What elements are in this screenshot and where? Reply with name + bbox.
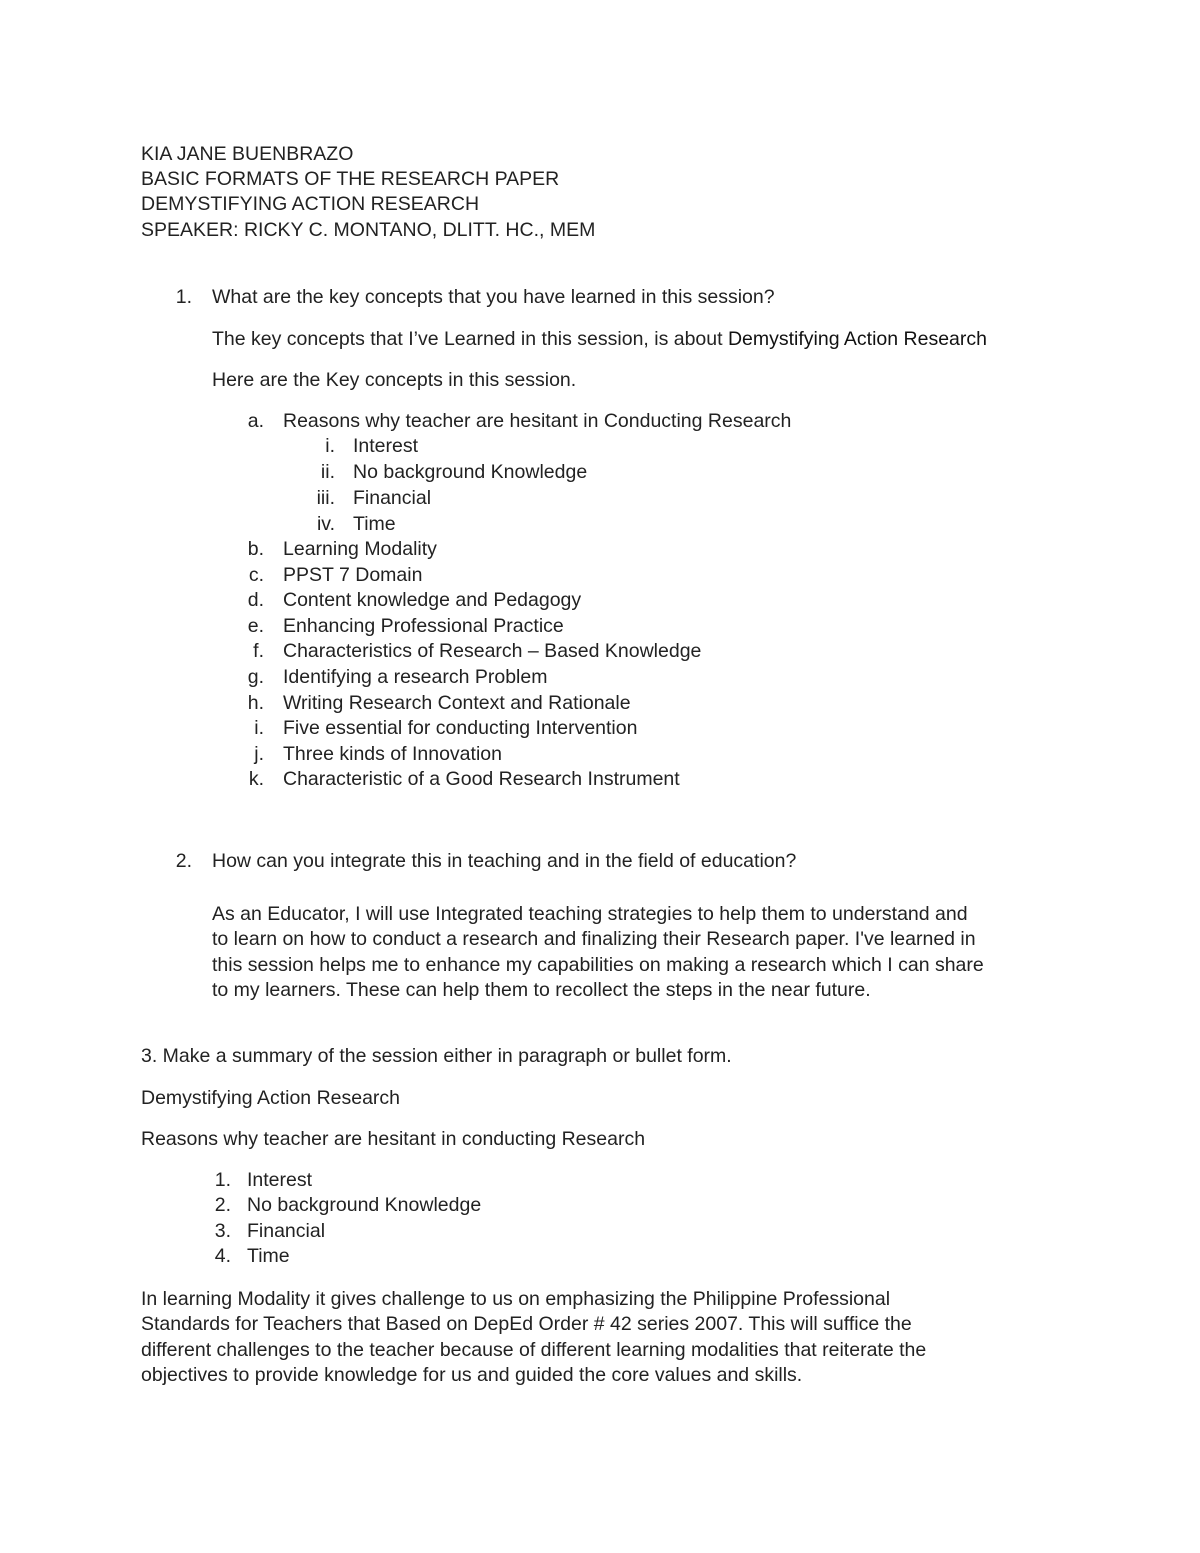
q1-answer	[212, 327, 987, 353]
q2-number: 2.	[175, 850, 192, 872]
session-topic: DEMYSTIFYING ACTION RESEARCH	[141, 193, 480, 215]
sublist-marker: iii.	[316, 487, 335, 509]
list-item: PPST 7 Domain	[283, 564, 423, 586]
q3-question: 3. Make a summary of the session either in paragraph or bullet form.	[141, 1045, 732, 1067]
sublist-item: No background Knowledge	[353, 461, 588, 483]
list-item: Time	[247, 1245, 290, 1267]
list-marker: a.	[247, 410, 264, 432]
q1-question: What are the key concepts that you have learned in this session?	[212, 286, 775, 308]
list-item: Writing Research Context and Rationale	[283, 692, 631, 714]
list-marker: f.	[253, 640, 264, 662]
list-marker: d.	[247, 589, 264, 611]
sublist-marker: i.	[325, 435, 335, 457]
list-marker: e.	[247, 615, 264, 637]
list-marker: 2.	[214, 1194, 231, 1216]
list-item: Interest	[247, 1169, 313, 1191]
sublist-item: Interest	[353, 435, 419, 457]
author-name: KIA JANE BUENBRAZO	[141, 143, 354, 165]
list-item: Five essential for conducting Intervention	[283, 717, 638, 739]
list-item: Identifying a research Problem	[283, 666, 548, 688]
q2-answer-line: to learn on how to conduct a research and finalizing their Research paper. I've learned in	[212, 928, 976, 950]
list-item: Three kinds of Innovation	[283, 743, 502, 765]
summary-paragraph-line: Standards for Teachers that Based on DepEd Order # 42 series 2007. This will suffice the	[141, 1313, 912, 1335]
list-item: Enhancing Professional Practice	[283, 615, 564, 637]
q3-subheading: Reasons why teacher are hesitant in conducting Research	[141, 1128, 646, 1150]
sublist-marker: ii.	[320, 461, 335, 483]
speaker-line: SPEAKER: RICKY C. MONTANO, DLITT. HC., MEM	[141, 219, 596, 241]
list-marker: 3.	[214, 1220, 231, 1242]
summary-paragraph-line: In learning Modality it gives challenge to us on emphasizing the Philippine Professional	[141, 1288, 891, 1310]
list-marker: c.	[248, 564, 264, 586]
summary-paragraph-line: objectives to provide knowledge for us and guided the core values and skills.	[141, 1364, 803, 1386]
q1-intro: Here are the Key concepts in this session.	[212, 369, 577, 391]
list-item: Content knowledge and Pedagogy	[283, 589, 582, 611]
list-marker: k.	[248, 768, 264, 790]
list-item: No background Knowledge	[247, 1194, 482, 1216]
sublist-item: Financial	[353, 487, 432, 509]
list-marker: 1.	[214, 1169, 231, 1191]
q2-question: How can you integrate this in teaching and in the field of education?	[212, 850, 797, 872]
list-item: Characteristics of Research – Based Knowledge	[283, 640, 702, 662]
q1-number: 1.	[175, 286, 192, 308]
q2-answer-line: As an Educator, I will use Integrated teaching strategies to help them to understand and	[212, 903, 968, 925]
sublist-marker: iv.	[316, 513, 335, 535]
list-marker: g.	[247, 666, 264, 688]
list-marker: j.	[254, 743, 264, 765]
course-title: BASIC FORMATS OF THE RESEARCH PAPER	[141, 168, 560, 190]
summary-paragraph-line: different challenges to the teacher because of different learning modalities that reiterate the	[141, 1339, 927, 1361]
q2-answer-line: to my learners. These can help them to recollect the steps in the near future.	[212, 979, 871, 1001]
list-marker: i.	[254, 717, 264, 739]
q1-answer-emphasis: Demystifying Action Research	[727, 328, 987, 350]
list-item: Characteristic of a Good Research Instrument	[283, 768, 680, 790]
list-item: Learning Modality	[283, 538, 437, 560]
list-item: Reasons why teacher are hesitant in Conducting Research	[283, 410, 792, 432]
list-marker: h.	[247, 692, 264, 714]
q2-answer-line: this session helps me to enhance my capabilities on making a research which I can share	[212, 954, 984, 976]
q3-heading: Demystifying Action Research	[141, 1087, 401, 1109]
q1-answer-prefix: The key concepts that I’ve Learned in this session, is about	[212, 328, 728, 350]
list-marker: 4.	[214, 1245, 231, 1267]
list-marker: b.	[247, 538, 264, 560]
sublist-item: Time	[353, 513, 396, 535]
list-item: Financial	[247, 1220, 326, 1242]
